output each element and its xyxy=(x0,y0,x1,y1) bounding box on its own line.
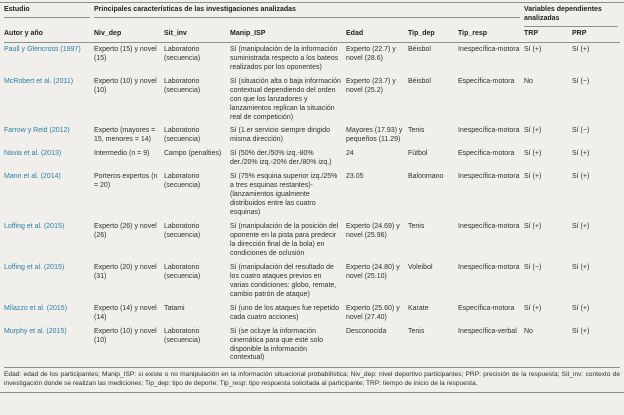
edad-cell: Experto (23.7) y novel (25.2) xyxy=(346,77,396,94)
edad-cell: Desconocida xyxy=(346,327,387,335)
nivdep-cell: Experto (10) y novel (10) xyxy=(94,77,157,94)
tipresp-cell: Específica-motora xyxy=(458,150,515,158)
prp-cell: Sí (+) xyxy=(572,173,590,181)
tipresp-cell: Inespecífica-motora xyxy=(458,223,520,231)
tipresp-cell: Inespecífica-motora xyxy=(458,173,520,181)
study-author-link[interactable]: Farrow y Reid (2012) xyxy=(4,127,70,135)
table-row xyxy=(4,75,620,125)
trp-cell: Sí (+) xyxy=(524,150,542,158)
tipdep-cell: Fútbol xyxy=(408,150,428,158)
sitinv-cell: Laboratorio (secuencia) xyxy=(164,173,201,190)
col-header-tipdep: Tip_dep xyxy=(408,29,435,37)
study-author-link[interactable]: Loffing et al. (2015) xyxy=(4,263,65,271)
tipdep-cell: Tenis xyxy=(408,223,425,231)
group-header-variables xyxy=(524,6,618,27)
edad-cell: Experto (25.60) y novel (27.40) xyxy=(346,304,400,321)
study-author-link[interactable]: Paull y Glencross (1997) xyxy=(4,45,81,53)
nivdep-cell: Experto (10) y novel (10) xyxy=(94,327,157,344)
col-header-sitinv: Sit_inv xyxy=(164,29,187,37)
sitinv-cell: Laboratorio (secuencia) xyxy=(164,127,201,144)
table-row xyxy=(4,325,620,366)
table-row xyxy=(4,147,620,170)
edad-cell: Mayores (17.93) y pequeños (11.29) xyxy=(346,127,403,144)
sitinv-cell: Campo (penalties) xyxy=(164,150,222,158)
col-header-trp: TRP xyxy=(524,29,538,37)
tipresp-cell: Inespecífica-motora xyxy=(458,263,520,271)
tipresp-cell: Inespecífica-motora xyxy=(458,127,520,135)
nivdep-cell: Experto (20) y novel (31) xyxy=(94,263,157,280)
sitinv-cell: Laboratorio (secuencia) xyxy=(164,327,201,344)
tipdep-cell: Karate xyxy=(408,304,429,312)
edad-cell: Experto (24.80) y novel (25.10) xyxy=(346,263,400,280)
group-header-variables-label: Variables dependientes analizadas xyxy=(524,6,602,22)
edad-cell: 24 xyxy=(346,150,354,158)
manipisp-cell: Sí (1.er servicio siempre dirigido misma dirección) xyxy=(230,127,330,144)
trp-cell: Sí (+) xyxy=(524,173,542,181)
group-header-principales-label: Principales características de las investigaciones analizadas xyxy=(94,6,296,13)
table-row xyxy=(4,302,620,325)
trp-cell: Sí (+) xyxy=(524,304,542,312)
tipdep-cell: Tenis xyxy=(408,127,425,135)
study-author-link[interactable]: Milazzo et al. (2015) xyxy=(4,304,68,312)
table-column-header-row xyxy=(4,27,620,43)
edad-cell: Experto (24.69) y novel (25.96) xyxy=(346,223,400,240)
study-author-link[interactable]: Navia et al. (2013) xyxy=(4,150,62,158)
trp-cell: No xyxy=(524,77,533,85)
study-author-link[interactable]: Mann et al. (2014) xyxy=(4,173,61,181)
group-header-estudio xyxy=(4,6,90,18)
table-body xyxy=(4,43,620,369)
manipisp-cell: Sí (50% der./50% izq.-80% der./20% izq.-20% der./80% izq.) xyxy=(230,150,332,167)
study-author-link[interactable]: Loffing et al. (2015) xyxy=(4,223,65,231)
nivdep-cell: Experto (15) y novel (15) xyxy=(94,45,157,62)
edad-cell: 23.05 xyxy=(346,173,364,181)
table-footnote: Edad: edad de los participantes; Manip_ISP: si existe o no manipulación en la información situacional probabilística; Niv_dep: nivel deportivo participantes; PRP: precisión de la respuesta; Sit_inv: contexto de investigación donde se realizan las mediciones; Tip_dep: tipo de deporte; Tip_resp: tipo respuesta solicitada al participante; TRP: tiempo de inicio de la respuesta. xyxy=(0,368,624,392)
table-row xyxy=(4,43,620,75)
nivdep-cell: Experto (mayores = 15, menores = 14) xyxy=(94,127,156,144)
manipisp-cell: Sí (manipulación de la información suministrada respecto a los bateos realizados por los oponentes) xyxy=(230,45,339,71)
study-author-link[interactable]: Murphy et al. (2015) xyxy=(4,327,67,335)
trp-cell: Sí (+) xyxy=(524,45,542,53)
group-header-estudio-label: Estudio xyxy=(4,6,30,13)
manipisp-cell: Sí (manipulación de la posición del oponente en la pista para predecir la dirección final de la bola) en condiciones de oclusión xyxy=(230,223,339,257)
table-row xyxy=(4,220,620,261)
prp-cell: Sí (+) xyxy=(572,223,590,231)
col-header-prp: PRP xyxy=(572,29,587,37)
tipresp-cell: Inespecífica-verbal xyxy=(458,327,517,335)
table-group-header-row xyxy=(4,6,620,27)
prp-cell: Sí (+) xyxy=(572,45,590,53)
group-rule-principales xyxy=(94,17,520,18)
prp-cell: Sí (+) xyxy=(572,304,590,312)
prp-cell: Sí (−) xyxy=(572,127,590,135)
trp-cell: Sí (−) xyxy=(524,263,542,271)
edad-cell: Experto (22.7) y novel (28.6) xyxy=(346,45,396,62)
col-header-manipisp: Manip_ISP xyxy=(230,29,266,37)
table-row xyxy=(4,261,620,302)
study-characteristics-table xyxy=(0,2,624,368)
col-header-tipresp: Tip_resp xyxy=(458,29,488,37)
table-row xyxy=(4,124,620,147)
nivdep-cell: Experto (26) y novel (26) xyxy=(94,223,157,240)
nivdep-cell: Experto (14) y novel (14) xyxy=(94,304,157,321)
manipisp-cell: Sí (uno de los ataques fue repetido cada cuatro acciones) xyxy=(230,304,339,321)
tipdep-cell: Voleibol xyxy=(408,263,433,271)
group-rule-estudio xyxy=(4,17,90,18)
nivdep-cell: Intermedio (n = 9) xyxy=(94,150,150,158)
col-header-nivdep: Niv_dep xyxy=(94,29,122,37)
prp-cell: Sí (+) xyxy=(572,327,590,335)
tipresp-cell: Específica-motora xyxy=(458,77,515,85)
tipdep-cell: Balonmano xyxy=(408,173,444,181)
trp-cell: Sí (+) xyxy=(524,223,542,231)
trp-cell: Sí (+) xyxy=(524,127,542,135)
sitinv-cell: Laboratorio (secuencia) xyxy=(164,263,201,280)
tipresp-cell: Específica-motora xyxy=(458,304,515,312)
tipdep-cell: Béisbol xyxy=(408,45,431,53)
prp-cell: Sí (+) xyxy=(572,150,590,158)
sitinv-cell: Laboratorio (secuencia) xyxy=(164,223,201,240)
nivdep-cell: Porteros expertos (n = 20) xyxy=(94,173,158,190)
study-author-link[interactable]: McRobert et al. (2011) xyxy=(4,77,74,85)
manipisp-cell: Sí (manipulación del resultado de los cuatro ataques previos en varias condiciones: globo, remate, cambio patrón de ataque) xyxy=(230,263,337,298)
tipresp-cell: Inespecífica-motora xyxy=(458,45,520,53)
group-header-principales xyxy=(94,6,520,18)
tipdep-cell: Tenis xyxy=(408,327,425,335)
tipdep-cell: Béisbol xyxy=(408,77,431,85)
prp-cell: Sí (+) xyxy=(572,263,590,271)
group-rule-variables xyxy=(524,26,618,27)
sitinv-cell: Tatami xyxy=(164,304,185,312)
manipisp-cell: Sí (situación alta o baja información contextual dependiendo del orden con que los lanzadores y lanzamientos replican la situación real de competición) xyxy=(230,77,341,121)
col-header-edad: Edad xyxy=(346,29,364,37)
sitinv-cell: Laboratorio (secuencia) xyxy=(164,77,201,94)
manipisp-cell: Sí (se ocluye la información cinemática para que esté solo disponible la información contextual) xyxy=(230,327,323,362)
col-header-autor: Autor y año xyxy=(4,29,43,37)
sitinv-cell: Laboratorio (secuencia) xyxy=(164,45,201,62)
trp-cell: No xyxy=(524,327,533,335)
table-row xyxy=(4,170,620,220)
prp-cell: Sí (−) xyxy=(572,77,590,85)
manipisp-cell: Sí (75% esquina superior izq./25% a tres esquinas restantes)-(lanzamientos igualmente distribuidos entre las cuatro esquinas) xyxy=(230,173,338,217)
